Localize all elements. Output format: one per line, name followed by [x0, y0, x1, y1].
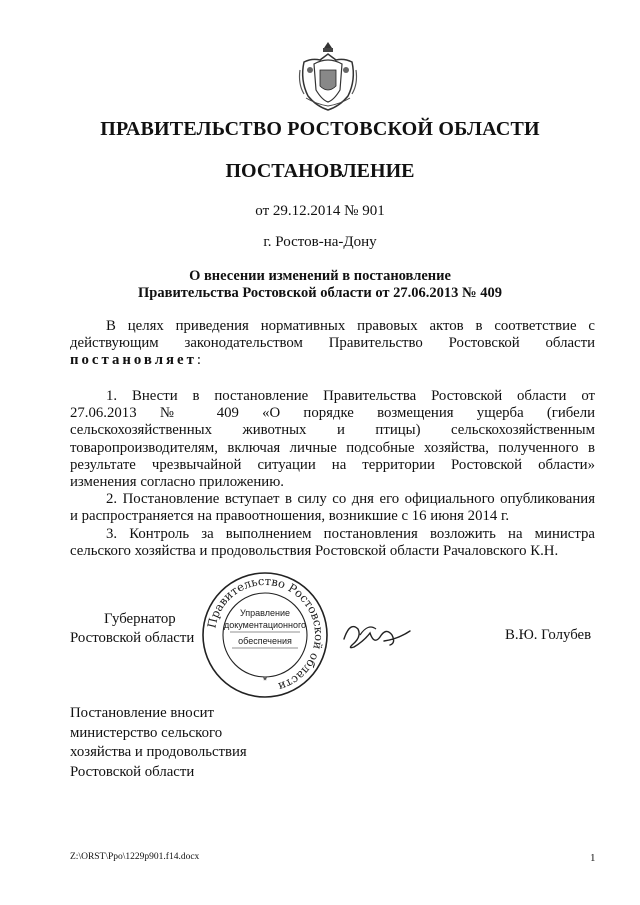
- submitter-line: Постановление вносит: [70, 705, 215, 721]
- text-line: 27.06.2013 № 409 «О порядке возмещения ущерба (гибели: [70, 405, 595, 422]
- resolution-items: [70, 388, 595, 560]
- stamp-line: документационного: [223, 620, 307, 630]
- text-line: 3. Контроль за выполнением постановления возложить на министра: [106, 525, 595, 542]
- submitter-line: хозяйства и продовольствия: [70, 744, 247, 760]
- stamp-ring-text: Правительство Ростовской области: [204, 573, 327, 695]
- text-line: изменения согласно приложению.: [70, 474, 284, 491]
- stamp-line: обеспечения: [238, 636, 292, 646]
- document-date-number: от 29.12.2014 № 901: [255, 203, 385, 219]
- text-line: результате чрезвычайной ситуации на территории Ростовской области»: [70, 456, 595, 473]
- document-city: г. Ростов-на-Дону: [263, 234, 377, 250]
- document-type: ПОСТАНОВЛЕНИЕ: [225, 160, 415, 182]
- resolves-word: постановляет: [70, 352, 197, 369]
- text-line: товаропроизводителям, включая личные подсобные хозяйства, полученного в: [70, 439, 595, 456]
- text-line: сельскохозяйственных животных и птицы) сельскохозяйственным: [70, 422, 595, 439]
- stamp-line: Управление: [239, 608, 291, 618]
- submitter-note: [70, 704, 247, 782]
- preamble: [70, 318, 595, 370]
- coat-of-arms-icon: [296, 40, 360, 112]
- text-line: 1. Внести в постановление Правительства Ростовской области от: [106, 388, 595, 404]
- signatory-title-line: Ростовской области: [70, 630, 195, 646]
- signatory-title: [70, 610, 194, 648]
- submitter-line: Ростовской области: [70, 763, 195, 780]
- submitter-line: министерство сельского: [70, 724, 223, 741]
- text-line: сельского хозяйства и продовольствия Ростовской области Рачаловского К.Н.: [70, 542, 559, 559]
- footer-page-number: 1: [590, 852, 596, 864]
- text-line: действующим законодательством Правительство Ростовской области: [70, 335, 595, 352]
- official-stamp: [200, 570, 330, 700]
- government-title: ПРАВИТЕЛЬСТВО РОСТОВСКОЙ ОБЛАСТИ: [100, 118, 540, 140]
- handwritten-signature: [340, 615, 415, 655]
- text-line: В целях приведения нормативных правовых актов в соответствие с: [106, 318, 595, 334]
- text-line: 2. Постановление вступает в силу со дня его официального опубликования: [106, 491, 595, 508]
- footer-file-path: Z:\ORST\Ppo\1229p901.f14.docx: [70, 852, 200, 862]
- text-line: и распространяется на правоотношения, возникшие с 16 июня 2014 г.: [70, 508, 510, 525]
- stamp-star: *: [262, 675, 268, 687]
- resolves-colon: :: [196, 352, 201, 369]
- subject-line: Правительства Ростовской области от 27.06.2013 № 409: [138, 285, 502, 301]
- signatory-title-line: Губернатор: [104, 611, 176, 627]
- signatory-name: В.Ю. Голубев: [505, 627, 592, 643]
- subject-line: О внесении изменений в постановление: [189, 268, 451, 284]
- document-subject: [0, 268, 640, 302]
- resolves-line: [70, 352, 595, 369]
